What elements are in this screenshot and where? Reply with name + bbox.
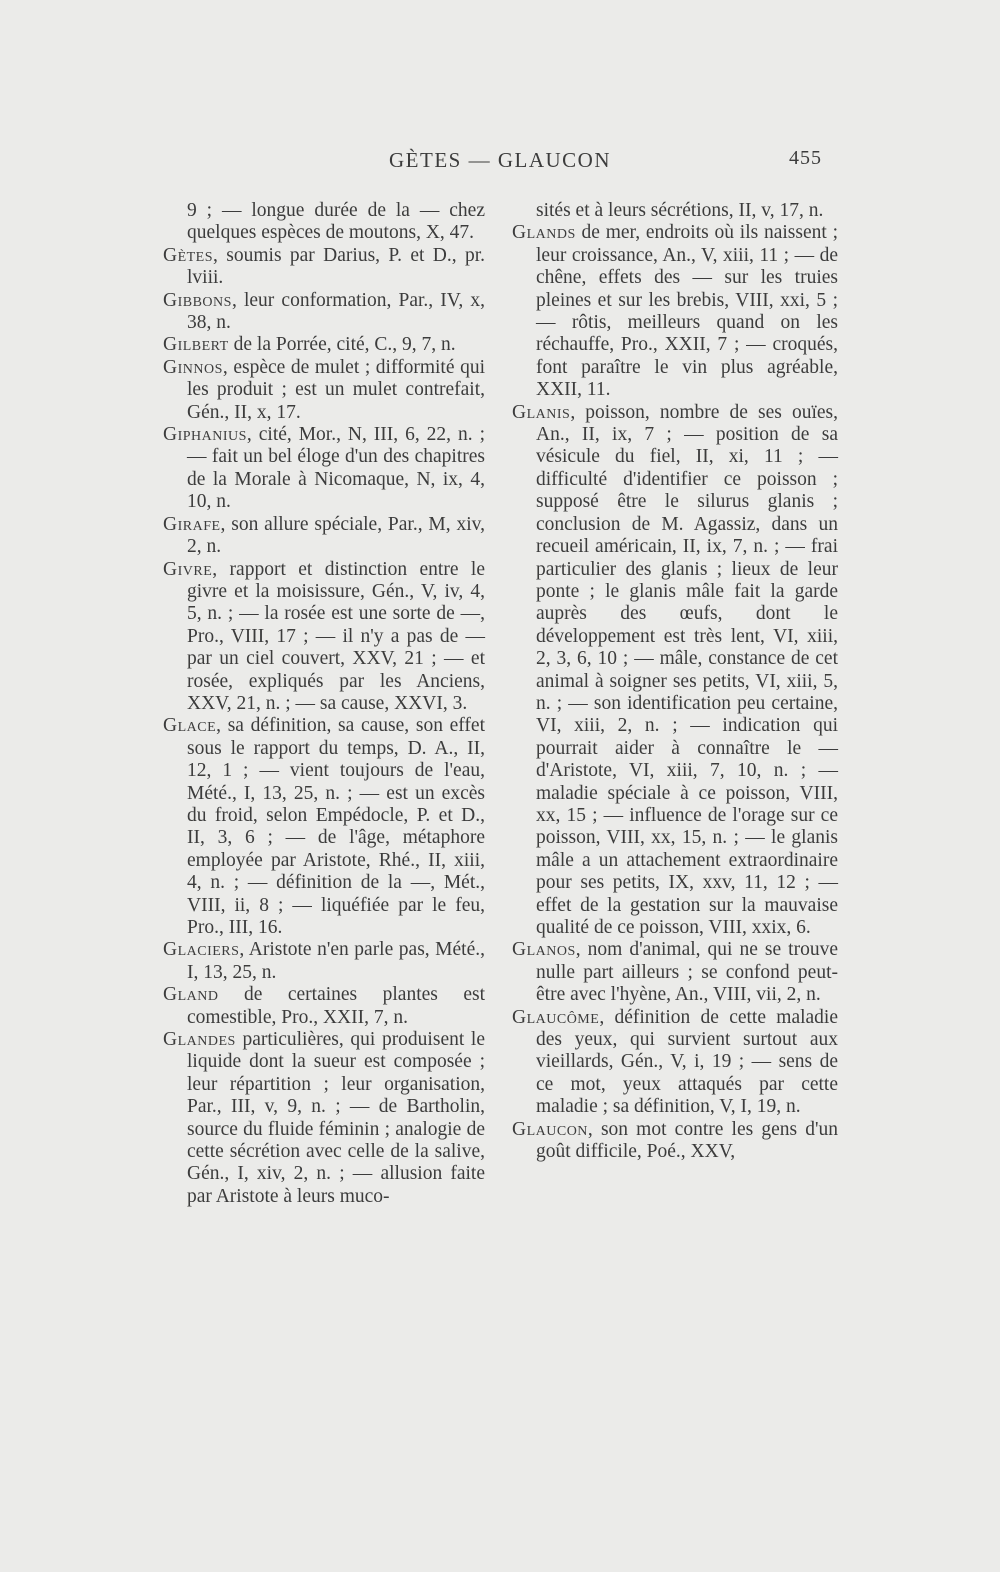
index-entry [163, 245, 485, 290]
entry-headword: Gètes [163, 244, 214, 266]
entry-headword: Ginnos [163, 356, 223, 378]
entry-text: particulières, qui produisent le liquide dont la sueur est composée ; leur répartition ; leur organisation, Par., III, v, 9, n. ; — de Bartholin, source du fluide féminin ; analogie de cette sécrétion avec celle de la salive, Gén., I, xiv, 2, n. ; — allusion faite par Aristote à leurs muco- [187, 1029, 485, 1207]
entry-headword: Gibbons [163, 289, 232, 311]
entry-text: de la Porrée, cité, C., 9, 7, n. [228, 334, 456, 356]
entry-headword: Glanis [512, 401, 571, 423]
entry-text: de certaines plantes est comestible, Pro., XXII, 7, n. [187, 984, 485, 1028]
entry-text: , son allure spéciale, Par., M, xiv, 2, n. [187, 513, 485, 558]
running-title: GÈTES — GLAUCON [389, 148, 611, 172]
entry-headword: Glands [512, 222, 576, 244]
entry-headword: Gland [163, 984, 219, 1006]
entry-headword: Glandes [163, 1029, 236, 1051]
entry-text: , nom d'animal, qui ne se trouve nulle part ailleurs ; se confond peut-être avec l'hyène, An., VIII, vii, 2, n. [536, 939, 838, 1006]
index-entry [163, 290, 485, 335]
entry-headword: Glace [163, 715, 217, 737]
entry-text: , son mot contre les gens d'un goût difficile, Poé., XXV, [536, 1118, 838, 1163]
page-number: 455 [789, 147, 822, 169]
entry-headword: Girafe [163, 513, 221, 535]
entry-text: , sa définition, sa cause, son effet sous le rapport du temps, D. A., II, 12, 1 ; — vient toujours de l'eau, Mété., I, 13, 25, n. ; — est un excès du froid, selon Empédocle, P. et D., II, 3, 6 ; — de l'âge, métaphore employée par Aristote, Rhé., II, xiii, 4, n. ; — définition de la —, Mét., VIII, ii, 8 ; — liquéfiée par le feu, Pro., III, 16. [187, 715, 485, 938]
index-entry [512, 1007, 838, 1119]
entry-text: , espèce de mulet ; difformité qui les produit ; est un mulet contrefait, Gén., II, x, 17. [187, 356, 485, 423]
index-entry [163, 939, 485, 984]
index-entry [163, 715, 485, 939]
entry-text: , soumis par Darius, P. et D., pr. lviii. [187, 244, 485, 289]
left-column [163, 200, 485, 1208]
index-entry [163, 1029, 485, 1208]
index-entry [163, 984, 485, 1029]
right-column [512, 200, 838, 1163]
entry-headword: Glanos [512, 939, 576, 961]
entry-text: , définition de cette maladie des yeux, qui survient surtout aux vieillards, Gén., V, i, 19 ; — sens de ce mot, yeux attaqués par cette maladie ; sa définition, V, I, 19, n. [536, 1006, 838, 1118]
entry-text: de mer, endroits où ils naissent ; leur croissance, An., V, xiii, 11 ; — de chêne, effets des — sur les truies pleines et sur les brebis, VIII, xxi, 5 ; — rôtis, meilleurs quand on les réchauffe, Pro., XXII, 7 ; — croqués, font paraître le vin plus agréable, XXII, 11. [536, 222, 838, 401]
entry-text: , rapport et distinction entre le givre et la moisissure, Gén., V, iv, 4, 5, n. ; — la rosée est une sorte de —, Pro., VIII, 17 ; — il n'y a pas de — par un ciel couvert, XXV, 21 ; — et rosée, expliqués par les Anciens, XXV, 21, n. ; — sa cause, XXVI, 3. [187, 558, 485, 714]
entry-text: , Aristote n'en parle pas, Mété., I, 13, 25, n. [187, 939, 485, 983]
index-entry [163, 200, 485, 245]
entry-headword: Glaciers [163, 939, 240, 961]
index-entry [163, 424, 485, 514]
index-entry [163, 559, 485, 716]
entry-text: , cité, Mor., N, III, 6, 22, n. ; — fait un bel éloge d'un des chapitres de la Morale à Nicomaque, N, ix, 4, 10, n. [187, 424, 485, 513]
index-entry [512, 200, 838, 222]
entry-headword: Givre [163, 558, 213, 580]
entry-text: , leur conformation, Par., IV, x, 38, n. [187, 289, 485, 334]
index-entry [512, 222, 838, 401]
index-entry [512, 402, 838, 940]
index-entry [163, 357, 485, 424]
index-entry [512, 1119, 838, 1164]
entry-headword: Giphanius [163, 424, 247, 446]
entry-headword: Gilbert [163, 334, 229, 356]
index-entry [512, 939, 838, 1006]
entry-text: , poisson, nombre de ses ouïes, An., II, ix, 7 ; — position de sa vésicule du fiel, II, xi, 11 ; — difficulté d'identifier ce poisson ; supposé être le silurus glanis ; conclusion de M. Agassiz, dans un recueil américain, II, ix, 7, n. ; — frai particulier des glanis ; lieux de leur ponte ; le glanis mâle fait la garde auprès des œufs, dont le développement est très lent, VI, xiii, 2, 3, 6, 10 ; — mâle, constance de cet animal à soigner ses petits, VI, xiii, 5, n. ; — son identification peu certaine, VI, xiii, 2, n. ; — indication qui pourrait aider à connaître le — d'Aristote, VI, xiii, 7, 10, n. ; — maladie spéciale à ce poisson, VIII, xx, 15 ; — influence de l'orage sur ce poisson, VIII, xx, 15, n. ; — le glanis mâle a un attachement extraordinaire pour ses petits, IX, xxv, 11, 12 ; — effet de la gestation sur la mauvaise qualité de ce poisson, VIII, xxix, 6. [536, 401, 838, 938]
entry-headword: Glaucon [512, 1118, 588, 1140]
index-entry [163, 514, 485, 559]
entry-text: 9 ; — longue durée de la — chez quelques espèces de moutons, X, 47. [187, 200, 485, 244]
entry-text: sités et à leurs sécrétions, II, v, 17, n. [536, 200, 824, 221]
entry-headword: Glaucôme [512, 1006, 600, 1028]
index-entry [163, 334, 485, 356]
